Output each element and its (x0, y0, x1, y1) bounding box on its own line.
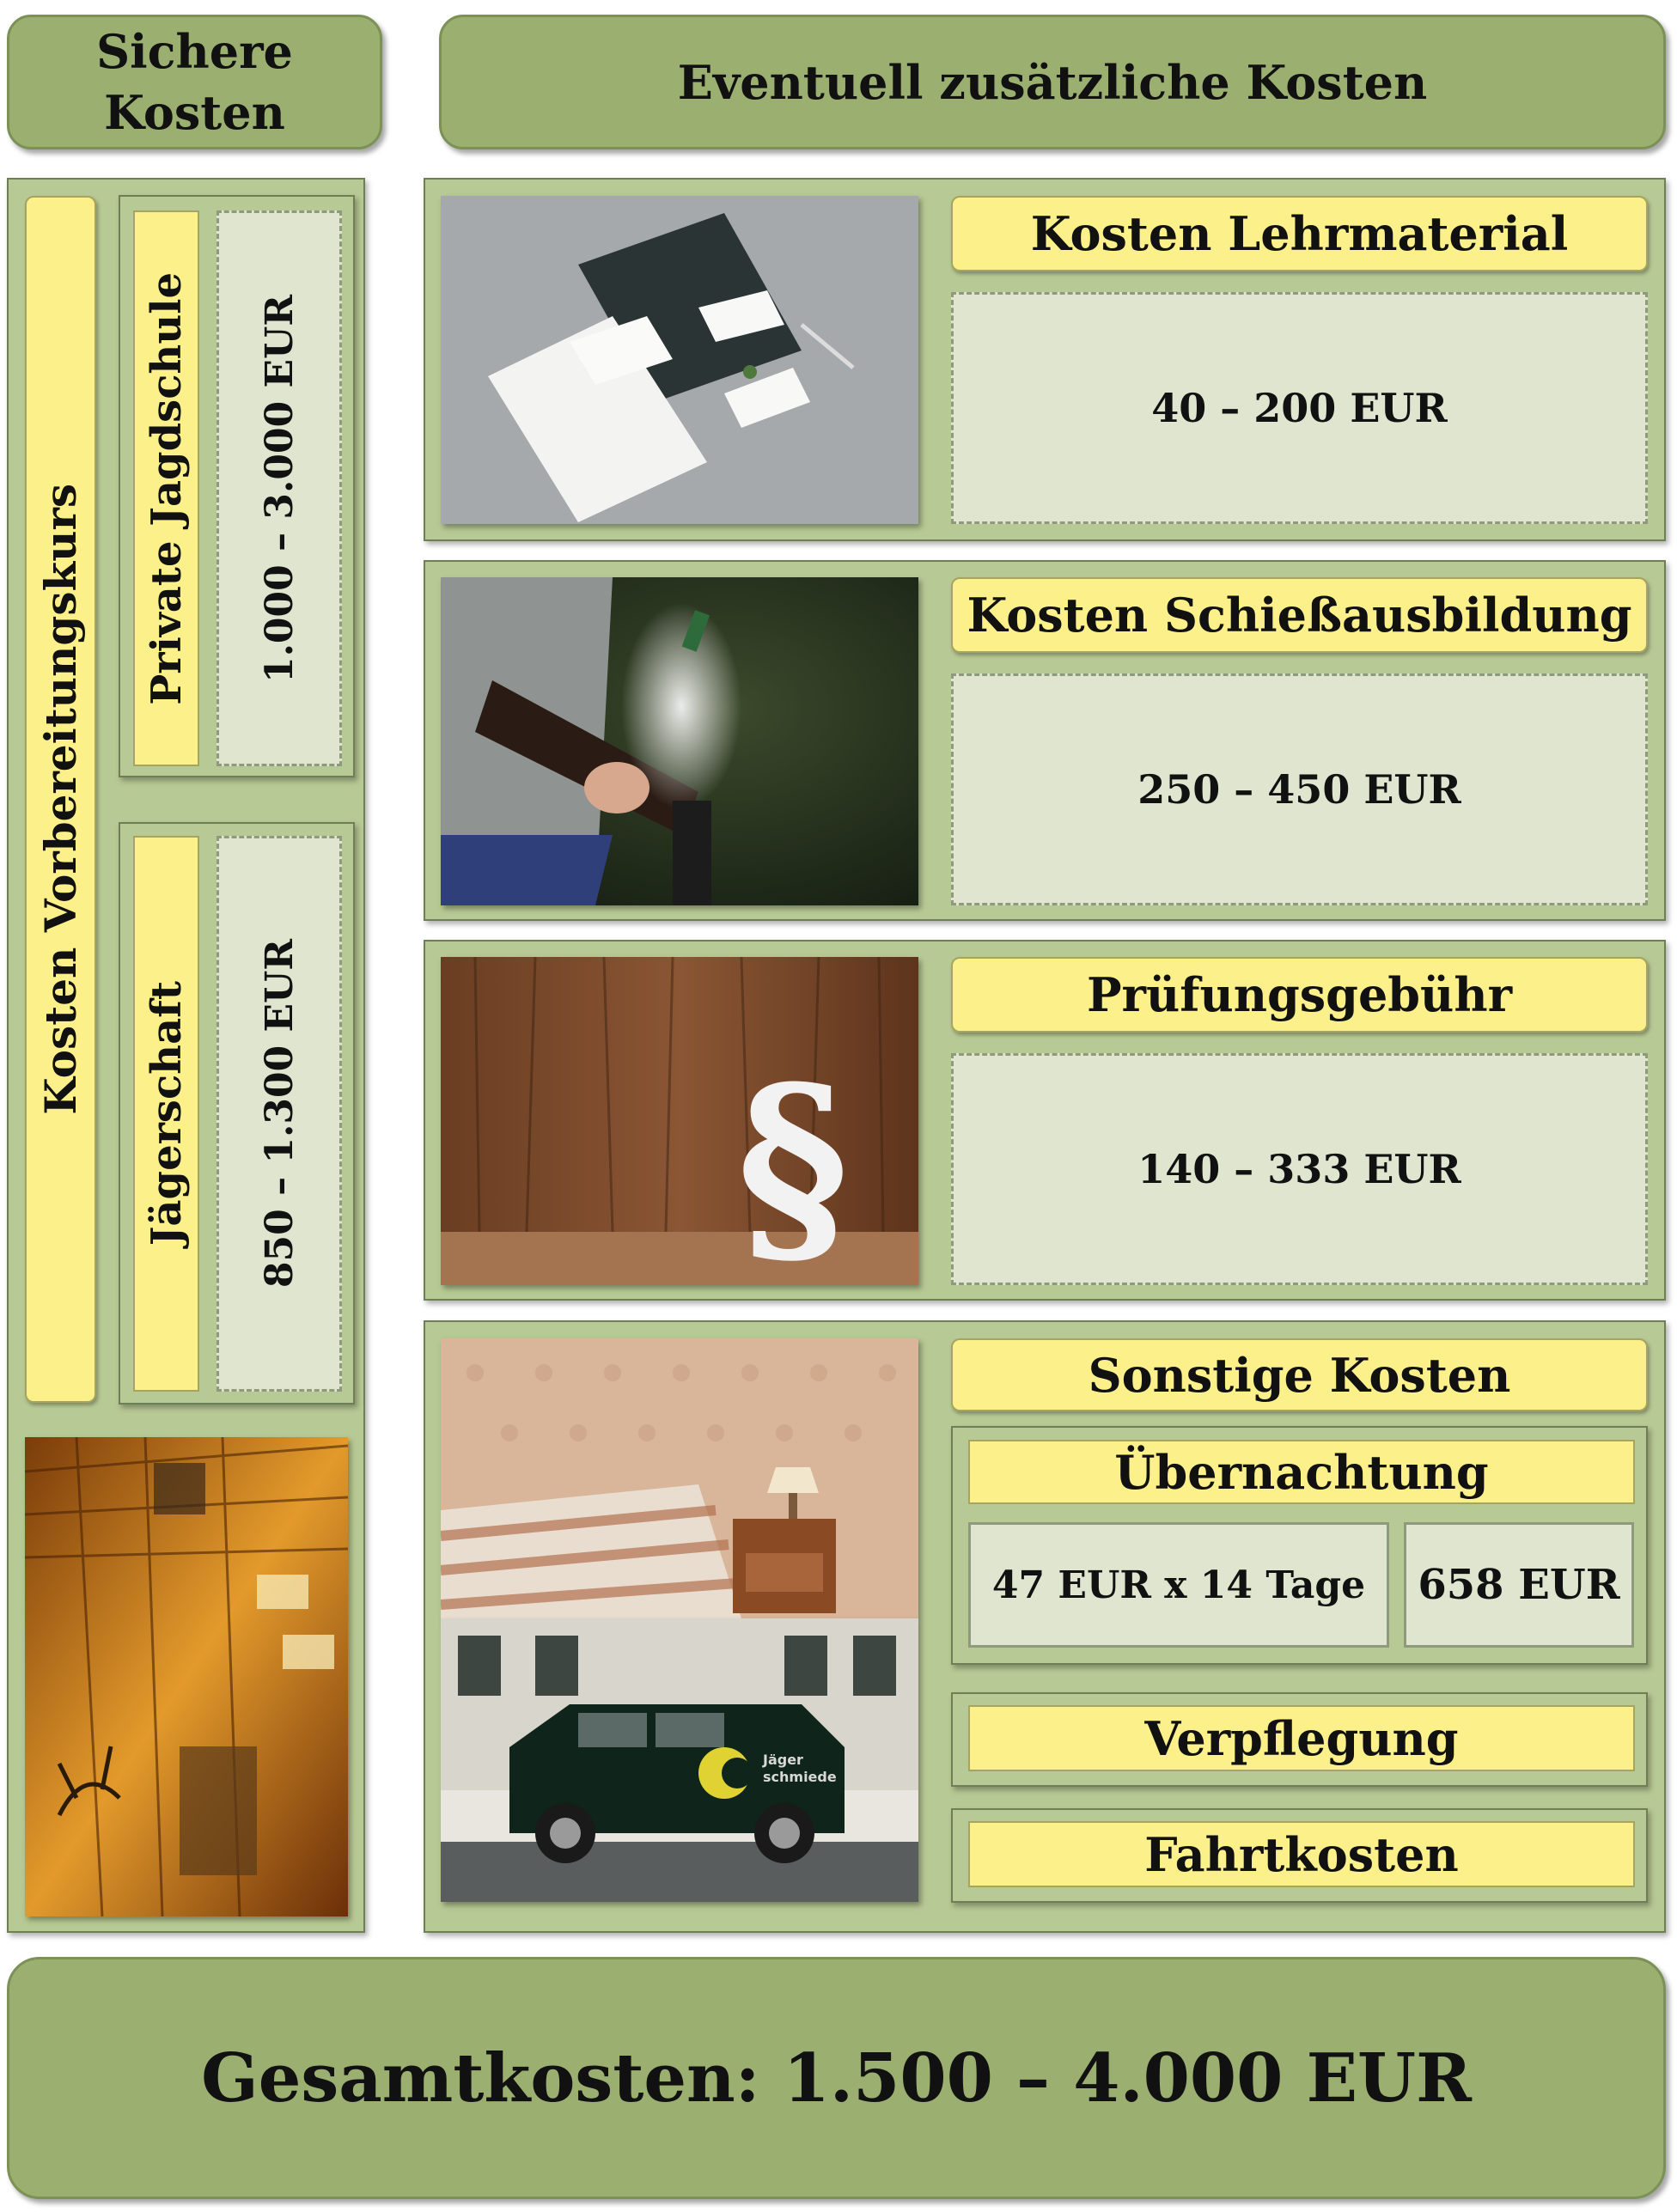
kurs-label: Kosten Vorbereitungskurs (35, 484, 86, 1115)
bedroom-photo (441, 1338, 918, 1618)
sonstige-title-box (951, 1338, 1648, 1411)
svg-text:§: § (736, 1039, 850, 1285)
verpflegung-box (968, 1705, 1635, 1771)
uebernachtung-calc-box (968, 1522, 1389, 1648)
option-private-value-box (216, 210, 342, 766)
hunting-lodge-photo (25, 1437, 348, 1916)
uebernachtung-title-box (968, 1440, 1635, 1504)
logo-text-1: Jäger (763, 1752, 803, 1768)
gesamtkosten-text: Gesamtkosten: 1.500 – 4.000 EUR (201, 2038, 1472, 2118)
lehrmaterial-value-box (951, 292, 1648, 524)
shotgun-photo (441, 577, 918, 905)
option-jaegerschaft-value: 850 – 1.300 EUR (257, 939, 302, 1289)
sonstige-title: Sonstige Kosten (1088, 1347, 1511, 1403)
option-private-value: 1.000 – 3.000 EUR (257, 294, 302, 683)
fahrtkosten-box (968, 1821, 1635, 1887)
kurs-label-box (25, 196, 96, 1403)
header-sichere-kosten (7, 15, 382, 149)
uebernachtung-total: 658 EUR (1418, 1561, 1620, 1609)
fahrtkosten-label: Fahrtkosten (1144, 1826, 1459, 1882)
option-private-label-box (133, 210, 199, 766)
logo-text-2: schmiede (763, 1769, 837, 1785)
option-jaegerschaft-value-box (216, 836, 342, 1392)
pruefungsgebuehr-value: 140 – 333 EUR (1137, 1146, 1461, 1192)
schiessausbildung-title: Kosten Schießausbildung (967, 588, 1632, 643)
pruefungsgebuehr-value-box (951, 1053, 1648, 1285)
option-jaegerschaft-label-box (133, 836, 199, 1392)
uebernachtung-title: Übernachtung (1114, 1444, 1489, 1500)
header-eventuell-kosten (439, 15, 1666, 149)
lehrmaterial-title: Kosten Lehrmaterial (1030, 206, 1569, 261)
lehrmaterial-value: 40 – 200 EUR (1151, 385, 1448, 431)
header-right-title: Eventuell zusätzliche Kosten (677, 54, 1428, 110)
option-private-label: Private Jagdschule (142, 271, 191, 705)
gesamtkosten-bar (7, 1957, 1666, 2199)
schiessausbildung-value: 250 – 450 EUR (1137, 766, 1461, 813)
pruefungsgebuehr-title: Prüfungsgebühr (1086, 967, 1513, 1022)
uebernachtung-total-box (1404, 1522, 1634, 1648)
schiessausbildung-title-box (951, 577, 1648, 653)
pruefungsgebuehr-title-box (951, 957, 1648, 1033)
schiessausbildung-value-box (951, 673, 1648, 905)
suv-photo (441, 1618, 918, 1902)
option-jaegerschaft-label: Jägerschaft (142, 981, 191, 1246)
header-left-title: Sichere Kosten (96, 24, 293, 140)
verpflegung-label: Verpflegung (1144, 1710, 1459, 1766)
lehrmaterial-title-box (951, 196, 1648, 271)
stationery-photo (441, 196, 918, 524)
paragraph-photo (441, 957, 918, 1285)
uebernachtung-calc: 47 EUR x 14 Tage (991, 1563, 1366, 1607)
